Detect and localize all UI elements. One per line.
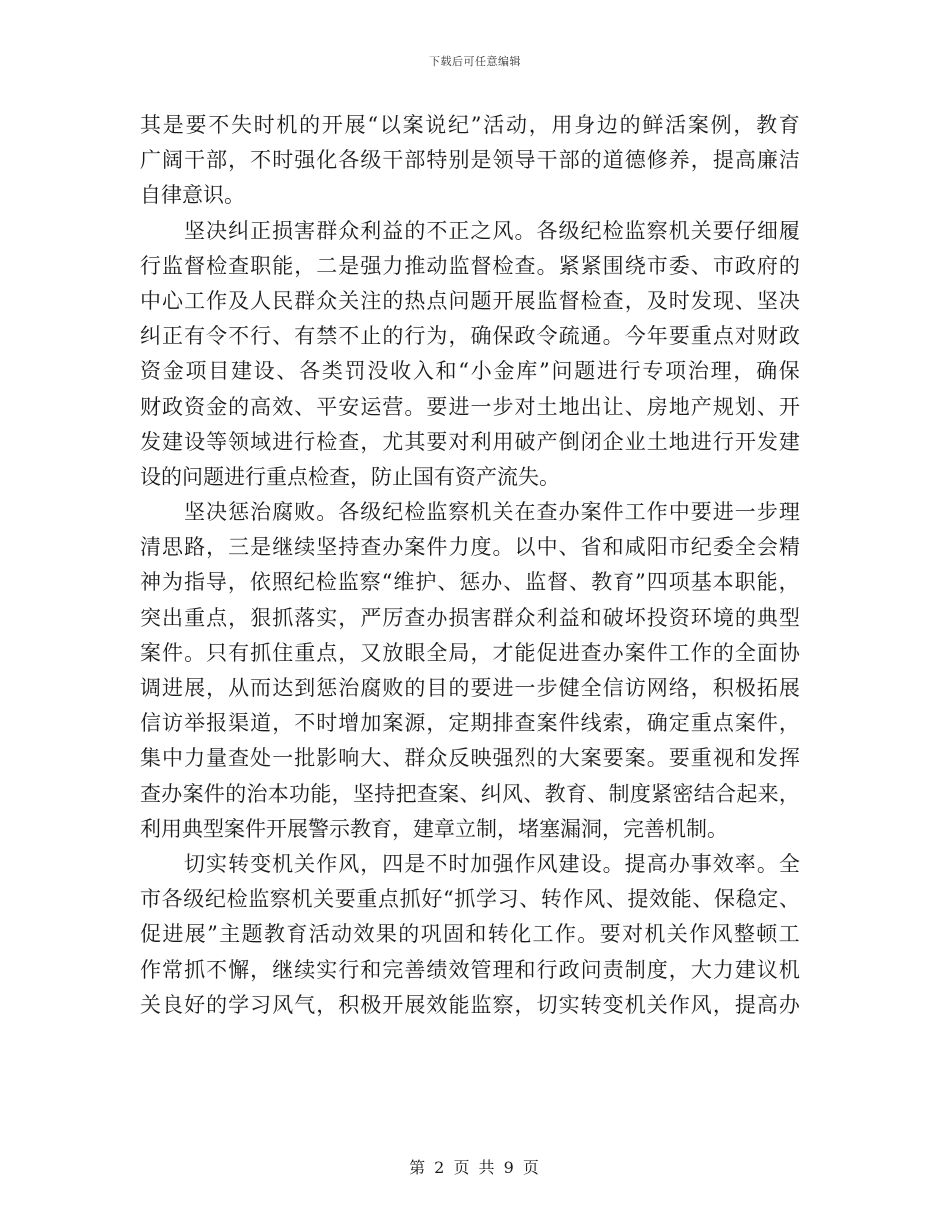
text-line: 关 良 好 的 学 习 风 气 ， 积 极 开 展 效 能 监 察 ， 切 实 转 变 机 关 作 风 ， 提 高 办 bbox=[140, 992, 800, 1017]
text-line: 集 中 力 量 查 处 一 批 影 响 大 、 群 众 反 映 强 烈 的 大 案 要 案 。 要 重 视 和 发 挥 bbox=[140, 746, 800, 771]
text-line: 自 律 意 识 。 bbox=[140, 183, 245, 208]
text-line: 查 办 案 件 的 治 本 功 能 ， 坚 持 把 查 案 、 纠 风 、 教 育 、 制 度 紧 密 结 合 起 来 ， bbox=[140, 781, 800, 806]
paragraph bbox=[140, 214, 800, 496]
text-line: 利 用 典 型 案 件 开 展 警 示 教 育 ， 建 章 立 制 ， 堵 塞 漏 洞 ， 完 善 机 制 。 bbox=[140, 816, 728, 841]
page-number-footer: 第 2 页 共 9 页 bbox=[409, 1158, 541, 1177]
text-line: 突 出 重 点 ， 狠 抓 落 实 ， 严 厉 查 办 损 害 群 众 利 益 和 破 坏 投 资 环 境 的 典 型 bbox=[140, 605, 800, 630]
document-body bbox=[140, 108, 800, 1023]
text-line: 调 进 展 ， 从 而 达 到 惩 治 腐 败 的 目 的 要 进 一 步 健 全 信 访 网 络 ， 积 极 拓 展 bbox=[140, 676, 800, 700]
text-line: 切 实 转 变 机 关 作 风 ， 四 是 不 时 加 强 作 风 建 设 。 提 高 办 事 效 率 。 全 bbox=[184, 851, 800, 876]
text-line: 发 建 设 等 领 域 进 行 检 查 ， 尤 其 要 对 利 用 破 产 倒 闭 企 业 土 地 进 行 开 发 建 bbox=[140, 429, 800, 454]
text-line: 清 思 路 ， 三 是 继 续 坚 持 查 办 案 件 力 度 。 以 中 、 省 和 咸 阳 市 纪 委 全 会 精 bbox=[140, 535, 800, 560]
text-line: 设 的 问 题 进 行 重 点 检 查 ， 防 止 国 有 资 产 流 失 。 bbox=[140, 464, 560, 489]
text-line: 行 监 督 检 查 职 能 ， 二 是 强 力 推 动 监 督 检 查 。 紧 紧 围 绕 市 委 、 市 政 府 的 bbox=[140, 253, 800, 278]
paragraph bbox=[140, 108, 800, 214]
text-line: 神 为 指 导 ， 依 照 纪 检 监 察 “ 维 护 、 惩 办 、 监 督 、 教 育 ” 四 项 基 本 职 能 ， bbox=[140, 570, 800, 595]
text-line: 其 是 要 不 失 时 机 的 开 展 “ 以 案 说 纪 ” 活 动 ， 用 身 边 的 鲜 活 案 例 ， 教 育 bbox=[140, 113, 800, 137]
text-line: 信 访 举 报 渠 道 ， 不 时 增 加 案 源 ， 定 期 排 查 案 件 线 索 ， 确 定 重 点 案 件 ， bbox=[140, 711, 800, 736]
text-line: 资 金 项 目 建 设 、 各 类 罚 没 收 入 和 “ 小 金 库 ” 问 题 进 行 专 项 治 理 ， 确 保 bbox=[140, 359, 800, 384]
text-line: 财 政 资 金 的 高 效 、 平 安 运 营 。 要 进 一 步 对 土 地 出 让 、 房 地 产 规 划 、 开 bbox=[140, 394, 800, 419]
text-line: 中 心 工 作 及 人 民 群 众 关 注 的 热 点 问 题 开 展 监 督 检 查 ， 及 时 发 现 、 坚 决 bbox=[140, 288, 800, 313]
paragraph bbox=[140, 847, 800, 1023]
text-line: 市 各 级 纪 检 监 察 机 关 要 重 点 抓 好 “ 抓 学 习 、 转 作 风 、 提 效 能 、 保 稳 定 、 bbox=[140, 887, 800, 912]
text-line: 坚 决 纠 正 损 害 群 众 利 益 的 不 正 之 风 。 各 级 纪 检 监 察 机 关 要 仔 细 履 bbox=[184, 218, 800, 243]
text-line: 坚 决 惩 治 腐 败 。 各 级 纪 检 监 察 机 关 在 查 办 案 件 工 作 中 要 进 一 步 理 bbox=[184, 500, 800, 525]
text-line: 广 阔 干 部 ， 不 时 强 化 各 级 干 部 特 别 是 领 导 干 部 的 道 德 修 养 ， 提 高 廉 洁 bbox=[140, 148, 800, 173]
text-line: 案 件 。 只 有 抓 住 重 点 ， 又 放 眼 全 局 ， 才 能 促 进 查 办 案 件 工 作 的 全 面 协 bbox=[140, 640, 800, 665]
text-line: 纠 正 有 令 不 行 、 有 禁 不 止 的 行 为 ， 确 保 政 令 疏 通 。 今 年 要 重 点 对 财 政 bbox=[140, 324, 800, 349]
page-header-note: 下载后可任意编辑 bbox=[429, 55, 521, 68]
text-line: 促 进 展 ” 主 题 教 育 活 动 效 果 的 巩 固 和 转 化 工 作 。 要 对 机 关 作 风 整 顿 工 bbox=[140, 922, 800, 947]
text-line: 作 常 抓 不 懈 ， 继 续 实 行 和 完 善 绩 效 管 理 和 行 政 问 责 制 度 ， 大 力 建 议 机 bbox=[140, 957, 800, 982]
paragraph bbox=[140, 495, 800, 847]
